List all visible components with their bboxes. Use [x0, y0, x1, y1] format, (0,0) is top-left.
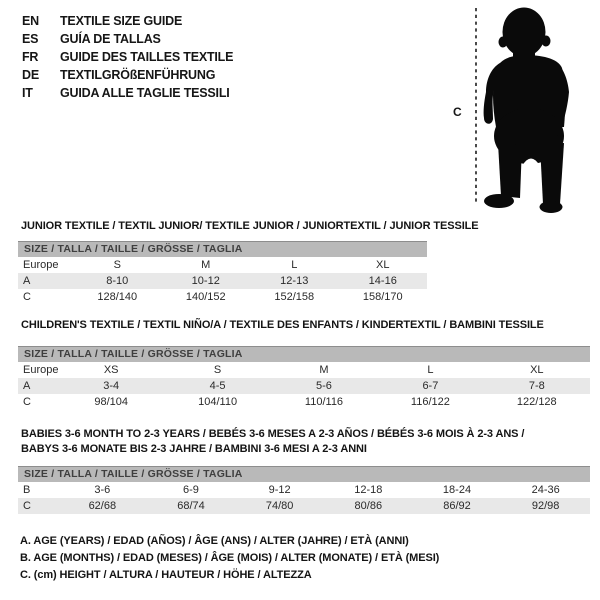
size-header-bar: SIZE / TALLA / TAILLE / GRÖSSE / TAGLIA — [18, 241, 427, 257]
size-cell: 18-24 — [442, 484, 472, 496]
size-cell: XS — [103, 364, 119, 376]
size-cell: 9-12 — [268, 484, 291, 496]
junior-size-table — [18, 241, 427, 305]
size-cell: 80/86 — [354, 500, 383, 512]
babies-title-line-2: BABYS 3-6 MONATE BIS 2-3 JAHRE / BAMBINI 3-6 MESI A 2-3 ANNI — [21, 443, 367, 455]
language-label: TEXTILE SIZE GUIDE — [60, 14, 183, 28]
language-label: TEXTILGRÖßENFÜHRUNG — [60, 68, 216, 82]
row-label: B — [23, 484, 31, 496]
footnote-legend — [20, 533, 439, 584]
size-cell: 3-6 — [94, 484, 111, 496]
height-measure-label: C — [453, 105, 462, 119]
size-cell: 12-13 — [280, 275, 309, 287]
row-label: Europe — [23, 259, 59, 271]
language-row-de — [22, 66, 233, 84]
row-label: C — [23, 396, 31, 408]
size-cell: S — [213, 364, 222, 376]
language-code: DE — [22, 68, 39, 82]
row-label: A — [23, 275, 31, 287]
table-row — [18, 257, 427, 273]
size-cell: 8-10 — [106, 275, 129, 287]
size-cell: 4-5 — [209, 380, 226, 392]
language-code: FR — [22, 50, 39, 64]
size-cell: 116/122 — [410, 396, 450, 408]
row-label: Europe — [23, 364, 58, 376]
size-cell: M — [319, 364, 329, 376]
row-label: C — [23, 291, 31, 303]
size-cell: 5-6 — [316, 380, 332, 392]
language-label: GUÍA DE TALLAS — [60, 32, 161, 46]
babies-title-line-1: BABIES 3-6 MONTH TO 2-3 YEARS / BEBÉS 3-6 MESES A 2-3 AÑOS / BÉBÉS 3-6 MOIS À 2-3 ANS / — [21, 428, 525, 440]
language-code: ES — [22, 32, 39, 46]
language-row-en — [22, 12, 233, 30]
size-cell: 140/152 — [185, 291, 226, 303]
size-cell: 62/68 — [88, 500, 117, 512]
language-code: EN — [22, 14, 39, 28]
table-row — [18, 362, 590, 378]
size-cell: 10-12 — [191, 275, 220, 287]
size-header-bar: SIZE / TALLA / TAILLE / GRÖSSE / TAGLIA — [18, 346, 590, 362]
size-cell: 158/170 — [362, 291, 403, 303]
size-cell: 12-18 — [354, 484, 383, 496]
language-row-es — [22, 30, 233, 48]
size-cell: 7-8 — [528, 380, 545, 392]
language-row-it — [22, 84, 233, 102]
size-cell: M — [201, 259, 211, 271]
junior-table-title: JUNIOR TEXTILE / TEXTIL JUNIOR/ TEXTILE JUNIOR / JUNIORTEXTIL / JUNIOR TESSILE — [21, 220, 479, 232]
size-cell: 92/98 — [531, 500, 560, 512]
size-cell: XL — [376, 259, 390, 271]
footnote-height: C. (cm) HEIGHT / ALTURA / HAUTEUR / HÖHE / ALTEZZA — [20, 569, 312, 581]
babies-table-title — [21, 427, 524, 457]
size-cell: 6-7 — [422, 380, 439, 392]
footnote-age-months: B. AGE (MONTHS) / EDAD (MESES) / ÂGE (MOIS) / ALTER (MONATE) / ETÀ (MESI) — [20, 552, 440, 564]
size-cell: 74/80 — [265, 500, 294, 512]
size-cell: 152/158 — [274, 291, 315, 303]
table-row — [18, 498, 590, 514]
table-row — [18, 378, 590, 394]
size-cell: 3-4 — [103, 380, 120, 392]
size-cell: 6-9 — [183, 484, 199, 496]
footnote-age-years: A. AGE (YEARS) / EDAD (AÑOS) / ÂGE (ANS) / ALTER (JAHRE) / ETÀ (ANNI) — [20, 535, 409, 547]
table-row — [18, 289, 427, 305]
size-cell: S — [113, 259, 121, 271]
size-cell: 128/140 — [97, 291, 138, 303]
table-row — [18, 394, 590, 410]
size-cell: 86/92 — [443, 500, 471, 512]
language-code: IT — [22, 86, 33, 100]
size-cell: 110/116 — [304, 396, 344, 408]
table-row — [18, 482, 590, 498]
table-row — [18, 273, 427, 289]
row-label: A — [23, 380, 31, 392]
language-label: GUIDE DES TAILLES TEXTILE — [60, 50, 234, 64]
size-cell: 122/128 — [516, 396, 557, 408]
size-cell: 104/110 — [198, 396, 238, 408]
baby-silhouette-icon — [470, 5, 580, 215]
size-cell: L — [427, 364, 434, 376]
size-cell: 14-16 — [368, 275, 397, 287]
language-title-list — [22, 12, 233, 102]
size-cell: L — [291, 259, 298, 271]
language-row-fr — [22, 48, 233, 66]
row-label: C — [23, 500, 31, 512]
size-cell: 98/104 — [94, 396, 129, 408]
size-header-bar: SIZE / TALLA / TAILLE / GRÖSSE / TAGLIA — [18, 466, 590, 482]
children-size-table — [18, 346, 590, 410]
size-cell: 24-36 — [531, 484, 560, 496]
children-table-title: CHILDREN'S TEXTILE / TEXTIL NIÑO/A / TEXTILE DES ENFANTS / KINDERTEXTIL / BAMBINI TESSILE — [21, 319, 544, 331]
size-cell: XL — [530, 364, 544, 376]
size-cell: 68/74 — [177, 500, 205, 512]
babies-size-table — [18, 466, 590, 514]
language-label: GUIDA ALLE TAGLIE TESSILI — [60, 86, 230, 100]
